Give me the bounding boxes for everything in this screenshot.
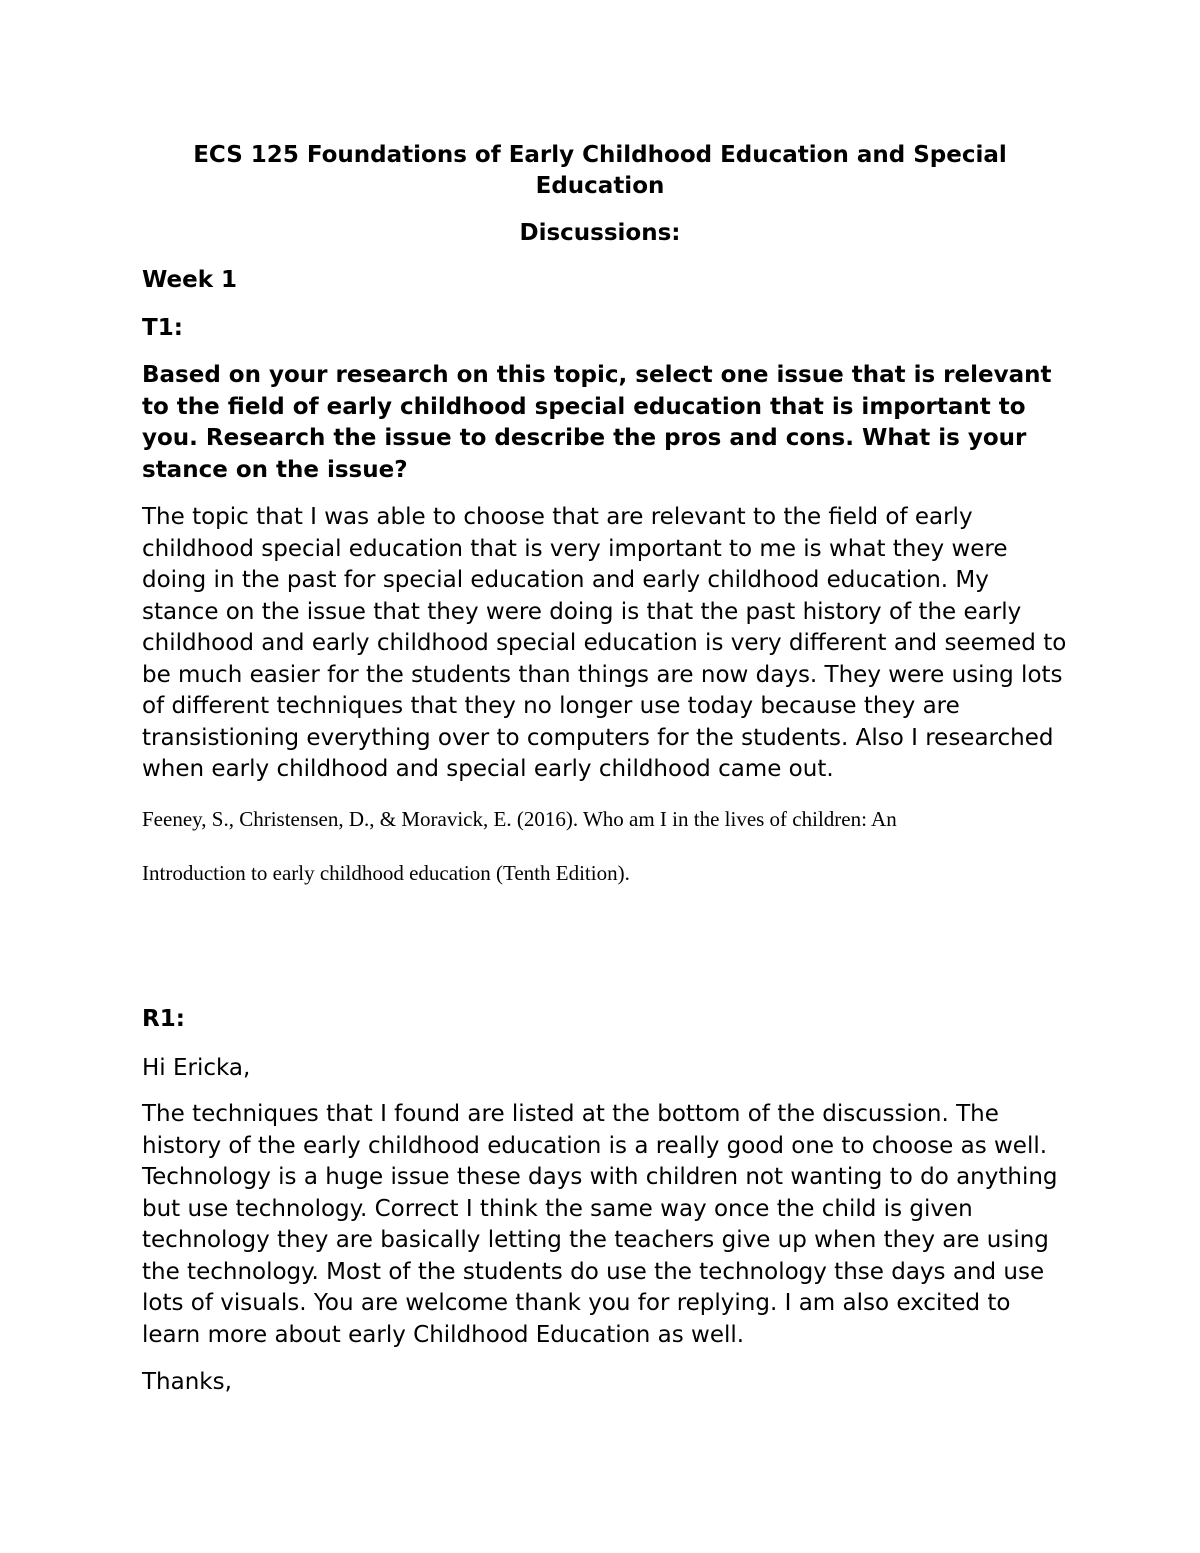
- week-heading: Week 1: [142, 267, 238, 293]
- document-title: ECS 125 Foundations of Early Childhood Education and Special Education: [193, 142, 1007, 199]
- citation-line-1: Feeney, S., Christensen, D., & Moravick, E. (2016). Who am I in the lives of children: An: [142, 807, 897, 831]
- discussion-prompt: Based on your research on this topic, select one issue that is relevant to the field of early childhood special education that is important to you. Research the issue to describe the pros and cons. What is your stance on the issue?: [142, 362, 1052, 483]
- reply-paragraph: The techniques that I found are listed at the bottom of the discussion. The history of the early childhood education is a really good one to choose as well. Technology is a huge issue these days with children not wanting to do anything but use technology. Correct I think the same way once the child is given technology they are basically letting the teachers give up when they are using the technology. Most of the students do use the technology thse days and use lots of visuals. You are welcome thank you for replying. I am also excited to learn more about early Childhood Education as well.: [142, 1101, 1058, 1348]
- citation-line-2: Introduction to early childhood education (Tenth Edition).: [142, 861, 630, 885]
- discussions-subtitle: Discussions:: [519, 220, 681, 246]
- reply-heading: R1:: [142, 1006, 185, 1032]
- topic-heading: T1:: [142, 315, 183, 341]
- answer-paragraph: The topic that I was able to choose that are relevant to the field of early childhood special education that is very important to me is what they were doing in the past for special education and early childhood education. My stance on the issue that they were doing is that the past history of the early childhood and early childhood special education is very different and seemed to be much easier for the students than things are now days. They were using lots of different techniques that they no longer use today because they are transistioning everything over to computers for the students. Also I researched when early childhood and special early childhood came out.: [142, 504, 1067, 782]
- reply-closing: Thanks,: [142, 1369, 232, 1395]
- reply-greeting: Hi Ericka,: [142, 1055, 251, 1081]
